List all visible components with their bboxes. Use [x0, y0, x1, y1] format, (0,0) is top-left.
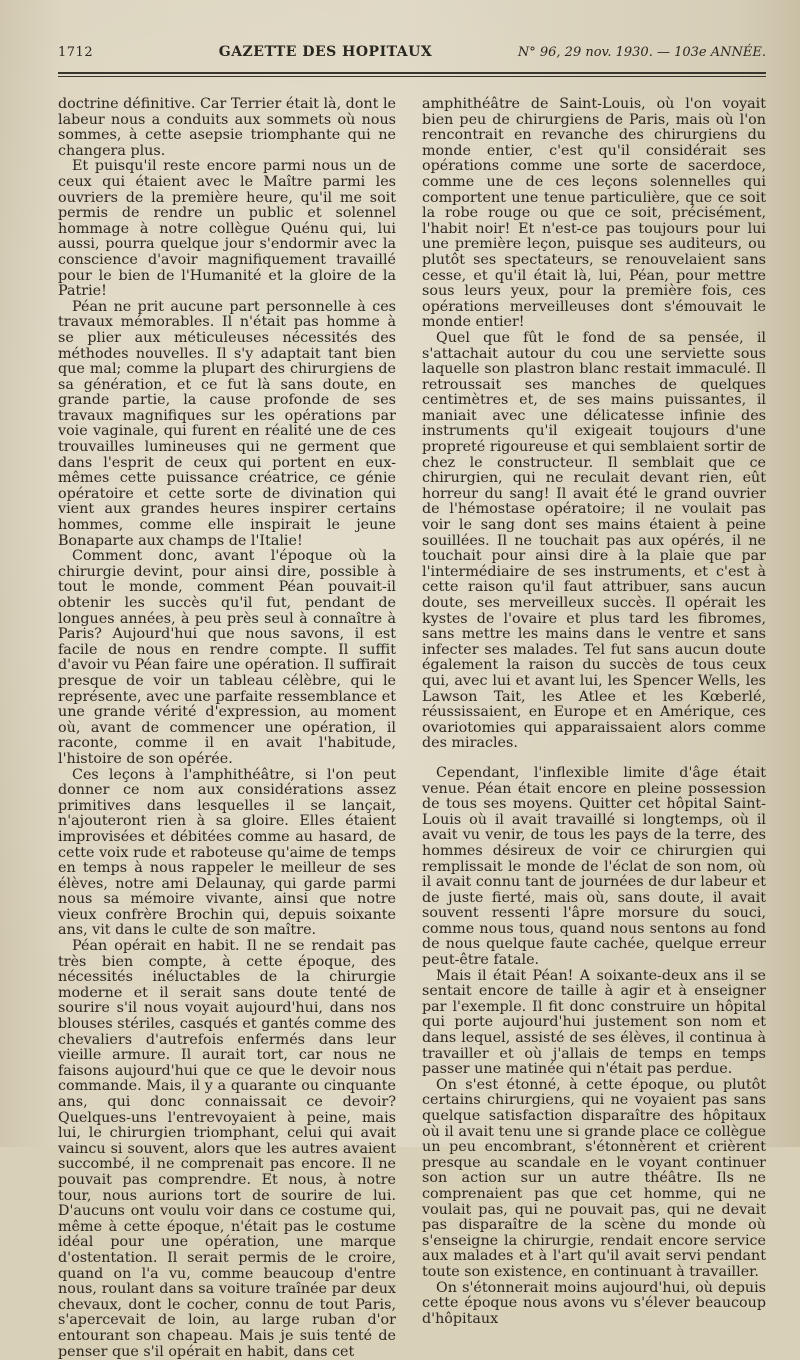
right-column — [422, 97, 766, 1360]
paragraph: doctrine définitive. Car Terrier était là, dont le labeur nous a conduits aux sommets où nous sommes, à cette asepsie triomphante qui ne changera plus. — [58, 96, 396, 159]
page-number: 1712 — [58, 45, 94, 60]
paragraph: On s'est étonné, à cette époque, ou plutôt certains chirurgiens, qui ne voyaient pas sans quelque satisfaction disparaître des hôpitaux où il avait tenu une si grande place ce collègue un peu encombrant, s'étonnèrent et crièrent presque au scandale en le voyant continuer son action sur un autre théâtre. Ils ne comprenaient pas que cet homme, qui ne voulait pas, qui ne pouvait pas, qui ne devait pas disparaître de la scène du monde où s'enseigne la chirurgie, rendait encore service aux malades et à l'art qu'il avait servi pendant toute son existence, en continuant à travailler. — [422, 1076, 766, 1280]
journal-title: GAZETTE DES HOPITAUX — [218, 44, 433, 60]
paragraph: Péan opérait en habit. Il ne se rendait pas très bien compte, à cette époque, des nécessités inéluctables de la chirurgie moderne et il serait sans doute tenté de sourire s'il nous voyait aujourd'hui, dans nos blouses stériles, casqués et gantés comme des chevaliers d'autrefois enfermés dans leur vieille armure. Il aurait tort, car nous ne faisons aujourd'hui que ce que le devoir nous commande. Mais, il y a quarante ou cinquante ans, qui donc connaissait ce devoir? Quelques-uns l'entrevoyaient à peine, mais lui, le chirurgien triomphant, celui qui avait vaincu si souvent, alors que les autres avaient succombé, il ne comprenait pas encore. Il ne pouvait pas comprendre. Et nous, à notre tour, nous aurions tort de sourire de lui. D'aucuns ont voulu voir dans ce costume qui, même à cette époque, n'était pas le costume idéal pour une opération, une marque d'ostentation. Il serait permis de le croire, quand on l'a vu, comme beaucoup d'entre nous, roulant dans sa voiture traînée par deux chevaux, dont le cocher, connu de tout Paris, s'apercevait de loin, au large ruban d'or entourant son chapeau. Mais je suis tenté de penser que s'il opérait en habit, dans cet — [58, 938, 396, 1360]
paragraph: Et puisqu'il reste encore parmi nous un de ceux qui étaient avec le Maître parmi les ouvriers de la première heure, qu'il me soit permis de rendre un public et solennel hommage à notre collègue Quénu qui, lui aussi, pourra quelque jour s'endormir avec la conscience d'avoir magnifiquement travaillé pour le bien de l'Humanité et la gloire de la Patrie! — [58, 158, 396, 300]
paragraph: Quel que fût le fond de sa pensée, il s'attachait autour du cou une serviette sous laquelle son plastron blanc restait immaculé. Il retroussait ses manches de quelques centimètres et, de ses mains puissantes, il maniait avec une délicatesse infinie des instruments qu'il exigeait toujours d'une propreté rigoureuse et qui semblaient sortir de chez le constructeur. Il semblait que ce chirurgien, qui ne reculait devant rien, eût horreur du sang! Il avait été le grand ouvrier de l'hémostase opératoire; il ne voulait pas voir le sang dont ses mains étaient à peine souillées. Il ne touchait pas aux opérés, il ne touchait pour ainsi dire à la plaie que par l'intermédiaire de ses instruments, et c'est à cette raison qu'il faut attribuer, sans aucun doute, ses merveilleux succès. Il opérait les kystes de l'ovaire et plus tard les fibromes, sans mettre les mains dans le ventre et sans infecter ses malades. Tel fut sans aucun doute également la raison du succès de tous ceux qui, avec lui et avant lui, les Spencer Wells, les Lawson Tait, les Atlee et les Kœberlé, réussissaient, en Europe et en Amérique, ces ovariotomies qui apparaissaient alors comme des miracles. — [422, 329, 766, 752]
paragraph: On s'étonnerait moins aujourd'hui, où depuis cette époque nous avons vu s'élever beaucoup d'hôpitaux — [422, 1279, 766, 1327]
paragraph: amphithéâtre de Saint-Louis, où l'on voyait bien peu de chirurgiens de Paris, mais où l'on rencontrait en revanche des chirurgiens du monde entier, c'est qu'il considérait ses opérations comme une sorte de sacerdoce, comme une de ces leçons solennelles qui comportent une tenue particulière, que ce soit la robe rouge ou que ce soit, précisément, l'habit noir! Et n'est-ce pas toujours pour lui une première leçon, puisque ses auditeurs, ou plutôt ses spectateurs, se renouvelaient sans cesse, et qu'il était là, lui, Péan, pour mettre sous leurs yeux, pour la première fois, ces opérations merveilleuses dont s'émouvait le monde entier! — [422, 96, 766, 331]
paragraph: Ces leçons à l'amphithéâtre, si l'on peut donner ce nom aux considérations assez primitives dans lesquelles il se lançait, n'ajouteront rien à sa gloire. Elles étaient improvisées et débitées comme au hasard, de cette voix rude et raboteuse qu'aime de temps en temps à nous rappeler le meilleur de ses élèves, notre ami Delaunay, qui garde parmi nous sa mémoire vivante, ainsi que notre vieux confrère Brochin qui, depuis soixante ans, vit dans le culte de son maître. — [58, 766, 396, 939]
header-rule — [58, 72, 766, 77]
paragraph: Péan ne prit aucune part personnelle à ces travaux mémorables. Il n'était pas homme à se plier aux méticuleuses nécessités des méthodes nouvelles. Il s'y adaptait tant bien que mal; comme la plupart des chirurgiens de sa génération, et ce fut là sans doute, en grande partie, la cause profonde de ses travaux magnifiques sur les opérations par voie vaginale, qui furent en réalité une de ces trouvailles lumineuses qui ne germent que dans l'esprit de ceux qui portent en eux-mêmes cette puissance créatrice, ce génie opératoire et cette sorte de divination qui vient aux grandes heures inspirer certains hommes, comme elle inspirait le jeune Bonaparte aux champs de l'Italie! — [58, 298, 396, 549]
article-columns — [58, 97, 766, 1360]
left-column — [58, 97, 396, 1360]
issue-info: N° 96, 29 nov. 1930. — 103e ANNÉE. — [517, 45, 766, 60]
page-header — [58, 44, 766, 70]
paragraph: Cependant, l'inflexible limite d'âge était venue. Péan était encore en pleine possession de tous ses moyens. Quitter cet hôpital Saint-Louis où il avait travaillé si longtemps, où il avait vu venir, de tous les pays de la terre, des hommes désireux de voir ce chirurgien qui remplissait le monde de l'éclat de son nom, où il avait connu tant de journées de dur labeur et de juste fierté, mais où, sans doute, il avait souvent ressenti l'âpre morsure du souci, comme nous tous, quand nous sentons au fond de nous quelque faute cachée, quelque erreur peut-être fatale. — [422, 764, 766, 969]
paragraph: Comment donc, avant l'époque où la chirurgie devint, pour ainsi dire, possible à tout le monde, comment Péan pouvait-il obtenir les succès qu'il fut, pendant de longues années, à peu près seul à connaître à Paris? Aujourd'hui que nous savons, il est facile de nous en rendre compte. Il suffit d'avoir vu Péan faire une opération. Il suffirait presque de voir un tableau célèbre, qui le représente, avec une parfaite ressemblance et une grande vérité d'expression, au moment où, avant de commencer une opération, il raconte, comme il en avait l'habitude, l'histoire de son opérée. — [58, 548, 396, 767]
paragraph: Mais il était Péan! A soixante-deux ans il se sentait encore de taille à agir et à enseigner par l'exemple. Il fit donc construire un hôpital qui porte aujourd'hui justement son nom et dans lequel, assisté de ses élèves, il continua à travailler et où j'allais de temps en temps passer une matinée qui n'était pas perdue. — [422, 967, 766, 1078]
